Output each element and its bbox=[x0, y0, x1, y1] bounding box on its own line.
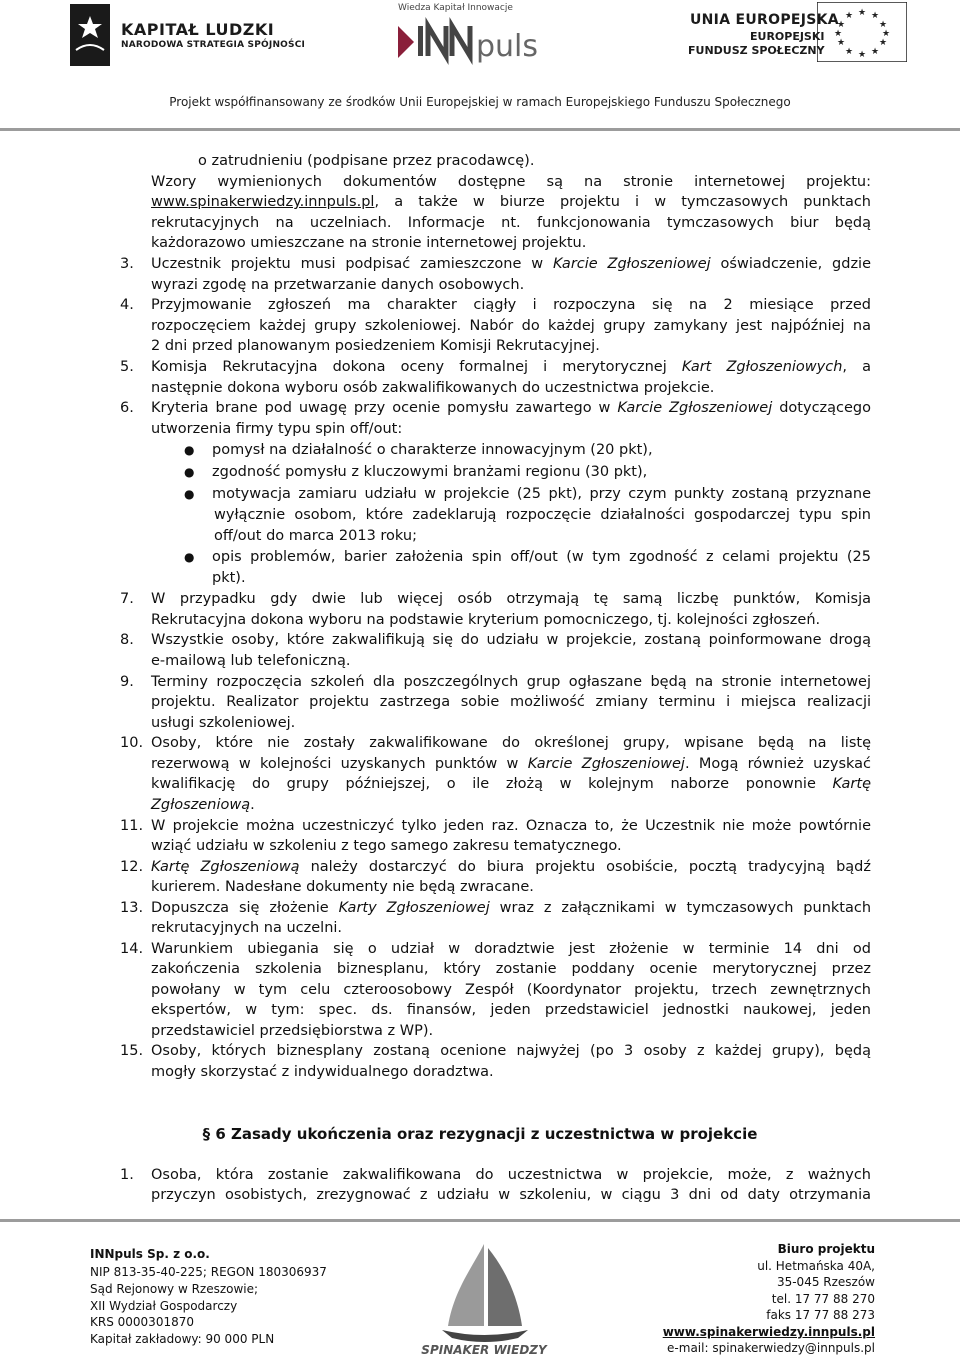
svg-text:puls: puls bbox=[476, 29, 539, 64]
list-number: 15. bbox=[120, 1043, 144, 1059]
bullet-icon: ● bbox=[184, 465, 195, 479]
svg-text:★: ★ bbox=[844, 11, 854, 21]
project-website-link[interactable]: www.spinakerwiedzy.innpuls.pl bbox=[151, 194, 375, 210]
list-item-line: Uczestnik projektu musi podpisać zamieszczone w Karcie Zgłoszeniowej oświadczenie, gdzie bbox=[151, 256, 872, 272]
list-item-line: Dopuszcza się złożenie Karty Zgłoszeniowej wraz z załącznikami w tymczasowych punktach bbox=[151, 900, 872, 916]
svg-text:★: ★ bbox=[870, 47, 880, 57]
list-item-line: Terminy rozpoczęcia szkoleń dla poszczególnych grup ogłaszane będą na stronie internetowej bbox=[151, 674, 871, 690]
list-number: 8. bbox=[120, 632, 134, 648]
list-item-line: rozpoczęciem każdej grupy szkoleniowej. Nabór do każdej grupy zamykany jest najpóźniej na bbox=[151, 318, 871, 334]
list-item-line: usługi szkoleniowej. bbox=[151, 715, 296, 731]
ue-line2: EUROPEJSKI bbox=[750, 30, 825, 43]
list-item-line: następnie dokona wyboru osób zakwalifikowanych do uczestnictwa projekcie. bbox=[151, 380, 715, 396]
list-item-line: wyrazi zgodę na przetwarzanie danych osobowych. bbox=[151, 277, 525, 293]
list-item-line: Przyjmowanie zgłoszeń ma charakter ciągły i rozpoczyna się na 2 miesiące przed bbox=[151, 297, 871, 313]
office-street: ul. Hetmańska 40A, bbox=[757, 1259, 875, 1273]
ue-title: UNIA EUROPEJSKA bbox=[690, 12, 839, 28]
list-item-line: zakończenia szkolenia biznesplanu, który zostanie poddany ocenie merytorycznej przez bbox=[151, 961, 871, 977]
company-court: Sąd Rejonowy w Rzeszowie; bbox=[90, 1282, 259, 1296]
list-item-line: Komisja Rekrutacyjna dokona oceny formalnej i merytorycznej Kart Zgłoszeniowych, a bbox=[151, 359, 871, 375]
list-number: 5. bbox=[120, 359, 134, 375]
list-number: 3. bbox=[120, 256, 134, 272]
bullet-line: zgodność pomysłu z kluczowymi branżami regionu (30 pkt), bbox=[212, 464, 648, 480]
paragraph-line: rekrutacyjnych na uczelniach. Informacje nt. funkcjonowania tymczasowych biur będą bbox=[151, 215, 871, 231]
paragraph-line: o zatrudnieniu (podpisane przez pracodawcę). bbox=[198, 153, 535, 169]
company-division: XII Wydział Gospodarczy bbox=[90, 1299, 238, 1313]
list-item-line: kurierem. Nadesłane dokumenty nie będą zwracane. bbox=[151, 879, 534, 895]
company-krs: KRS 0000301870 bbox=[90, 1315, 194, 1329]
list-item-line: W projekcie można uczestniczyć tylko jeden raz. Oznacza to, że Uczestnik nie może powtórnie bbox=[151, 818, 871, 834]
list-item-line: Warunkiem ubiegania się o udział w doradztwie jest złożenie w terminie 14 dni od bbox=[151, 941, 871, 957]
bullet-line: off/out do marca 2013 roku; bbox=[214, 528, 417, 544]
svg-text:★: ★ bbox=[870, 11, 880, 21]
svg-text:★: ★ bbox=[836, 38, 846, 48]
list-item-line: Kartę Zgłoszeniową należy dostarczyć do biura projektu osobiście, pocztą tradycyjną bądź bbox=[151, 859, 871, 875]
list-item-line: Rekrutacyjna dokona wyboru na podstawie kryterium pomocniczego, tj. kolejności zgłoszeń. bbox=[151, 612, 821, 628]
kl-subtitle: NARODOWA STRATEGIA SPÓJNOŚCI bbox=[121, 40, 306, 50]
list-item-line: Zgłoszeniową. bbox=[151, 797, 255, 813]
list-number: 13. bbox=[120, 900, 144, 916]
list-number: 4. bbox=[120, 297, 134, 313]
paragraph-line: www.spinakerwiedzy.innpuls.pl, a także w biurze projektu i w tymczasowych punktach bbox=[151, 194, 871, 210]
svg-text:★: ★ bbox=[878, 38, 888, 48]
list-number: 12. bbox=[120, 859, 144, 875]
list-number: 10. bbox=[120, 735, 144, 751]
ue-line3: FUNDUSZ SPOŁECZNY bbox=[688, 44, 825, 57]
svg-text:SPINAKER WIEDZY: SPINAKER WIEDZY bbox=[421, 1343, 547, 1357]
kl-title: KAPITAŁ LUDZKI bbox=[121, 20, 275, 39]
spinaker-wiedzy-logo-icon bbox=[414, 1240, 554, 1358]
bullet-line: opis problemów, barier założenia spin off/out (w tym zgodność z celami projektu (25 bbox=[212, 549, 871, 565]
list-number: 9. bbox=[120, 674, 134, 690]
list-number: 7. bbox=[120, 591, 134, 607]
list-item-line: wziąć udziału w szkoleniu z tego samego zakresu tematycznego. bbox=[151, 838, 622, 854]
bullet-line: pkt). bbox=[212, 570, 246, 586]
list-item-line: projektu. Realizator projektu zastrzega sobie możliwość zmiany terminu i miejsca realizacji bbox=[151, 694, 871, 710]
company-nip: NIP 813-35-40-225; REGON 180306937 bbox=[90, 1265, 327, 1279]
office-title: Biuro projektu bbox=[777, 1242, 875, 1256]
paragraph-line: Wzory wymienionych dokumentów dostępne są na stronie internetowej projektu: bbox=[151, 174, 871, 190]
company-name: INNpuls Sp. z o.o. bbox=[90, 1247, 210, 1261]
list-item-line: przedstawiciel przedsiębiorstwa z WP). bbox=[151, 1023, 434, 1039]
svg-text:★: ★ bbox=[878, 20, 888, 30]
list-item-line: rekrutacyjnych na uczelni. bbox=[151, 920, 343, 936]
list-item-line: ekspertów, w tym: spec. ds. finansów, jeden przedstawiciel jednostki naukowej, jeden bbox=[151, 1002, 871, 1018]
footer-divider bbox=[0, 1219, 960, 1222]
list-number: 14. bbox=[120, 941, 144, 957]
list-item-line: W przypadku gdy dwie lub więcej osób otrzymają tę samą liczbę punktów, Komisja bbox=[151, 591, 871, 607]
svg-text:★: ★ bbox=[857, 8, 867, 18]
list-item-line: 2 dni przed planowanym posiedzeniem Komisji Rekrutacyjnej. bbox=[151, 338, 600, 354]
company-capital: Kapitał zakładowy: 90 000 PLN bbox=[90, 1332, 275, 1346]
list-item-line: Osoba, która zostanie zakwalifikowana do uczestnictwa w projekcie, może, z ważnych bbox=[151, 1167, 871, 1183]
svg-text:★: ★ bbox=[857, 50, 867, 60]
list-number: 6. bbox=[120, 400, 134, 416]
office-email[interactable]: e-mail: spinakerwiedzy@innpuls.pl bbox=[667, 1341, 875, 1355]
bullet-line: motywacja zamiaru udziału w projekcie (25 pkt), przy czym punkty zostaną przyznane bbox=[212, 486, 871, 502]
list-number: 11. bbox=[120, 818, 144, 834]
list-item-line: Kryteria brane pod uwagę przy ocenie pomysłu zawartego w Karcie Zgłoszeniowej dotyczącego bbox=[151, 400, 872, 416]
bullet-icon: ● bbox=[184, 487, 195, 501]
list-item-line: Osoby, które nie zostały zakwalifikowane do określonej grupy, wpisane będą na listę bbox=[151, 735, 871, 751]
list-item-line: utworzenia firmy typu spin off/out: bbox=[151, 421, 403, 437]
list-item-line: Wszystkie osoby, które zakwalifikują się do udziału w projekcie, zostaną poinformowane drogą bbox=[151, 632, 871, 648]
inn-tagline: Wiedza Kapitał Innowacje bbox=[398, 3, 513, 13]
bullet-icon: ● bbox=[184, 550, 195, 564]
office-website-link[interactable]: www.spinakerwiedzy.innpuls.pl bbox=[662, 1325, 875, 1339]
section-heading: § 6 Zasady ukończenia oraz rezygnacji z uczestnictwa w projekcie bbox=[202, 1125, 758, 1143]
svg-text:★: ★ bbox=[881, 29, 891, 39]
list-number: 1. bbox=[120, 1167, 134, 1183]
svg-text:★: ★ bbox=[836, 20, 846, 30]
bullet-line: wyłącznie osobom, które zadeklarują rozpoczęcie działalności gospodarczej typu spin bbox=[214, 507, 871, 523]
project-note: Projekt współfinansowany ze środków Unii Europejskiej w ramach Europejskiego Funduszu Społecznego bbox=[169, 95, 791, 109]
paragraph-line: każdorazowo umieszczane na stronie internetowej projektu. bbox=[151, 235, 587, 251]
list-item-line: rezerwową w kolejności uzyskanych punktów w Karcie Zgłoszeniowej. Mogą również uzyskać bbox=[151, 756, 872, 772]
list-item-line: Osoby, których biznesplany zostaną ocenione najwyżej (po 3 osoby z każdej grupy), będą bbox=[151, 1043, 871, 1059]
office-fax: faks 17 77 88 273 bbox=[766, 1308, 875, 1322]
office-phone: tel. 17 77 88 270 bbox=[771, 1292, 875, 1306]
bullet-icon: ● bbox=[184, 443, 195, 457]
list-item-line: mogły skorzystać z indywidualnego doradztwa. bbox=[151, 1064, 494, 1080]
office-city: 35-045 Rzeszów bbox=[776, 1275, 875, 1289]
list-item-line: e-mailową lub telefoniczną. bbox=[151, 653, 351, 669]
bullet-line: pomysł na działalność o charakterze innowacyjnym (20 pkt), bbox=[212, 442, 653, 458]
list-item-line: kwalifikację do grupy późniejszej, o ile złożą w kolejnym naborze ponownie Kartę bbox=[151, 776, 871, 792]
list-item-line: powołany w tym celu czteroosobowy Zespół (Koordynator projektu, trzech zewnętrznych bbox=[151, 982, 871, 998]
list-item-line: przyczyn osobistych, zrezygnować z udziału w szkoleniu, w ciągu 3 dni od daty otrzymania bbox=[151, 1187, 871, 1203]
svg-text:★: ★ bbox=[833, 29, 843, 39]
svg-text:★: ★ bbox=[844, 47, 854, 57]
